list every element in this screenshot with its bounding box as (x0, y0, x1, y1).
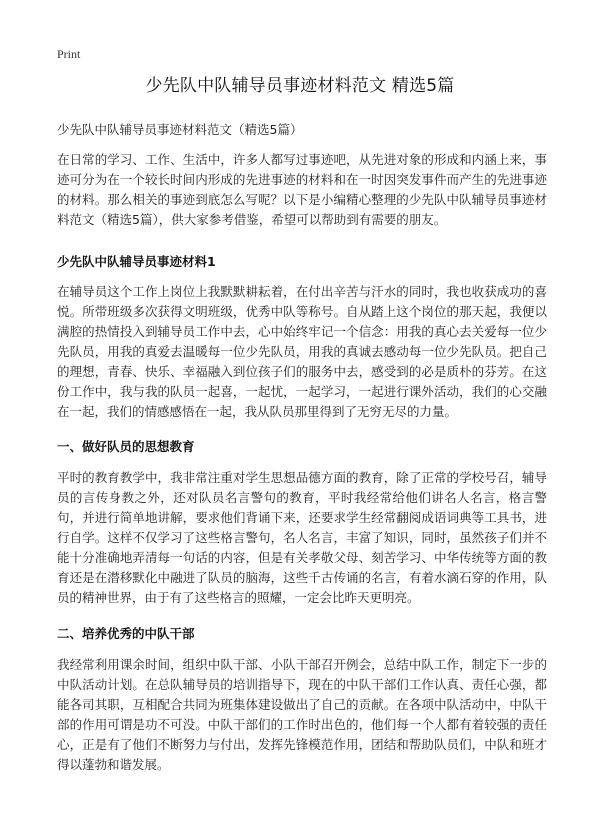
print-link[interactable]: Print (57, 47, 81, 61)
section-heading-2: 一、做好队员的思想教育 (57, 439, 195, 454)
intro-paragraph: 在日常的学习、工作、生活中，许多人都写过事迹吧，从先进对象的形成和内涵上来，事迹可分为在一个较长时间内形成的先进事迹的材料和在一时因突发事件而产生的先进事迹的材料。那么相关的事迹到底怎么写呢？以下是小编精心整理的少先队中队辅导员事迹材料范文（精选5篇），供大家参考借鉴，希望可以帮助到有需要的朋友。 (57, 152, 547, 227)
section-heading-1: 少先队中队辅导员事迹材料1 (57, 254, 216, 269)
section-body-1: 在辅导员这个工作上岗位上我默默耕耘着，在付出辛苦与汗水的同时，我也收获成功的喜悦。所带班级多次获得文明班级，优秀中队等称号。自从踏上这个岗位的那天起，我便以满腔的热情投入到辅导员工作中去，心中始终牢记一个信念：用我的真心去关爱每一位少先队员，用我的真爱去温暖每一位少先队员，用我的真诚去感动每一位少先队员。把自己的理想，青春、快乐、幸福融入到位孩子们的服务中去，感受到的必是质朴的芬芳。在这份工作中，我与我的队员一起喜，一起忧，一起学习，一起进行课外活动，我们的心交融在一起，我们的情感感悟在一起，我从队员那里得到了无穷无尽的力量。 (57, 284, 547, 419)
section-body-3: 我经常利用课余时间，组织中队干部、小队干部召开例会，总结中队工作，制定下一步的中队活动计划。在总队辅导员的培训指导下，现在的中队干部们工作认真、责任心强，都能各司其职，互相配合共同为班集体建设做出了自己的贡献。在各项中队活动中，中队干部的作用可谓是功不可没。中队干部们的工作时出色的，他们每一个人都有着较强的责任心，正是有了他们不断努力与付出，发挥先锋模范作用，团结和帮助队员们，中队和班才得以蓬勃和谐发展。 (57, 657, 547, 772)
section-heading-3: 二、培养优秀的中队干部 (57, 626, 195, 641)
section-body-2: 平时的教育教学中，我非常注重对学生思想品德方面的教育，除了正常的学校号召，辅导员的言传身教之外，还对队员名言警句的教育，平时我经常给他们讲名人名言，格言警句，并进行简单地讲解，要求他们背诵下来，还要求学生经常翻阅成语词典等工具书，进行自学。这样不仅学习了这些格言警句，名人名言，丰富了知识，同时，虽然孩子们并不能十分准确地弄清每一句话的内容，但是有关孝敬父母、刻苦学习、中华传统等方面的教育还是在潜移默化中融进了队员的脑海，这些千古传诵的名言，有着水滴石穿的作用，队员的精神世界，由于有了这些格言的照耀，一定会比昨天更明亮。 (57, 470, 547, 605)
article-subtitle: 少先队中队辅导员事迹材料范文（精选5篇） (57, 122, 303, 137)
page-title: 少先队中队辅导员事迹材料范文 精选5篇 (145, 76, 455, 96)
